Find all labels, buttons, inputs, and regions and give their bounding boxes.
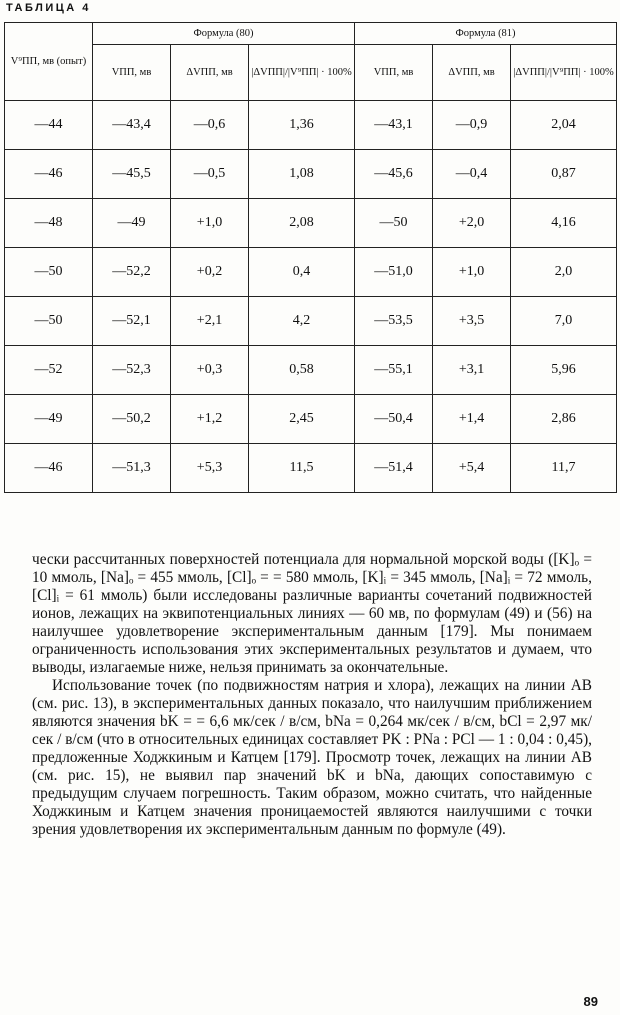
- table-cell: +1,0: [433, 248, 511, 297]
- header-experiment: V⁹ПП, мв (опыт): [5, 23, 93, 101]
- table-cell: +3,1: [433, 346, 511, 395]
- table-cell: —52,1: [93, 297, 171, 346]
- table-cell: —50: [5, 248, 93, 297]
- table-cell: —0,5: [171, 150, 249, 199]
- table-cell: —46: [5, 444, 93, 493]
- table-cell: —48: [5, 199, 93, 248]
- table-cell: 11,7: [511, 444, 617, 493]
- table-row: [5, 150, 617, 199]
- table-cell: 2,04: [511, 101, 617, 150]
- paragraph-2: Использование точек (по подвижностям натрия и хлора), лежащих на линии AB (см. рис. 13), в экспериментальных данных показало, что наилучшим приближением являются значения bK = = 6,6 мк/сек / в/см, bNa = 0,264 мк/сек / в/см, bCl = 2,97 мк/сек / в/см (что в относительных единицах составляет PK : PNa : PCl — 1 : 0,04 : 0,45), предложенные Ходжкиным и Катцем [179]. Просмотр точек, лежащих на линии AB (см. рис. 15), не выявил пар значений bK и bNa, дающих сопоставимую с предыдущим случаем погрешность. Таким образом, можно считать, что найденные Ходжкиным и Катцем значения проницаемостей являются наилучшими с точки зрения удовлетворения их экспериментальным данным по формуле (49).: [32, 677, 592, 838]
- table-cell: —43,1: [355, 101, 433, 150]
- table-cell: 4,16: [511, 199, 617, 248]
- body-text: [32, 551, 592, 839]
- table-cell: —52,3: [93, 346, 171, 395]
- table-cell: +5,4: [433, 444, 511, 493]
- table-row: [5, 248, 617, 297]
- header-formula-81: Формула (81): [355, 23, 617, 45]
- table-row: [5, 444, 617, 493]
- table-cell: 7,0: [511, 297, 617, 346]
- table-cell: —0,9: [433, 101, 511, 150]
- table-cell: 0,4: [249, 248, 355, 297]
- subheader-delta-v: ΔVПП, мв: [171, 45, 249, 101]
- table-cell: +3,5: [433, 297, 511, 346]
- page-number: 89: [583, 994, 598, 1009]
- table-cell: 11,5: [249, 444, 355, 493]
- table-cell: +5,3: [171, 444, 249, 493]
- table-cell: —45,5: [93, 150, 171, 199]
- table-row: [5, 346, 617, 395]
- table-cell: 2,08: [249, 199, 355, 248]
- table-cell: 1,36: [249, 101, 355, 150]
- table-row: [5, 199, 617, 248]
- table-cell: —49: [5, 395, 93, 444]
- table-cell: —50: [5, 297, 93, 346]
- table-row: [5, 395, 617, 444]
- table-cell: 2,45: [249, 395, 355, 444]
- table-cell: —51,4: [355, 444, 433, 493]
- table-row: [5, 297, 617, 346]
- table-cell: —43,4: [93, 101, 171, 150]
- table-cell: +1,0: [171, 199, 249, 248]
- table-cell: —50,4: [355, 395, 433, 444]
- table-cell: —50,2: [93, 395, 171, 444]
- table-cell: —53,5: [355, 297, 433, 346]
- header-formula-80: Формула (80): [93, 23, 355, 45]
- table-cell: —51,3: [93, 444, 171, 493]
- table-body: [5, 101, 617, 493]
- table-cell: +1,4: [433, 395, 511, 444]
- table-cell: —55,1: [355, 346, 433, 395]
- table-cell: +0,2: [171, 248, 249, 297]
- table-cell: —52: [5, 346, 93, 395]
- subheader-percent: |ΔVПП|/|V⁹ПП| · 100%: [511, 45, 617, 101]
- table-cell: —0,4: [433, 150, 511, 199]
- table-caption: ТАБЛИЦА 4: [6, 2, 91, 14]
- table-cell: 5,96: [511, 346, 617, 395]
- subheader-v: VПП, мв: [355, 45, 433, 101]
- table-row: [5, 101, 617, 150]
- table-cell: 0,87: [511, 150, 617, 199]
- table-cell: —46: [5, 150, 93, 199]
- table-cell: —49: [93, 199, 171, 248]
- table-cell: +2,0: [433, 199, 511, 248]
- subheader-delta-v: ΔVПП, мв: [433, 45, 511, 101]
- table-cell: —45,6: [355, 150, 433, 199]
- table-cell: 1,08: [249, 150, 355, 199]
- subheader-percent: |ΔVПП|/|V⁹ПП| · 100%: [249, 45, 355, 101]
- subheader-v: VПП, мв: [93, 45, 171, 101]
- data-table: [4, 22, 617, 493]
- paragraph-1: чески рассчитанных поверхностей потенциала для нормальной морской воды ([K]ₒ = 10 ммоль, [Na]ₒ = 455 ммоль, [Cl]ₒ = = 580 ммоль, [K]ᵢ = 345 ммоль, [Na]ᵢ = 72 ммоль, [Cl]ᵢ = 61 ммоль) были исследованы различные варианты сочетаний подвижностей ионов, лежащих на эквипотенциальных линиях — 60 мв, по формулам (49) и (56) на наилучшее удовлетворение экспериментальным данным [179]. Мы понимаем ограниченность использования этих экспериментальных результатов и думаем, что выводы, излагаемые ниже, нельзя принимать за окончательные.: [32, 551, 592, 676]
- table-cell: —52,2: [93, 248, 171, 297]
- table-cell: 4,2: [249, 297, 355, 346]
- table-cell: —0,6: [171, 101, 249, 150]
- table-cell: +2,1: [171, 297, 249, 346]
- table-cell: 2,86: [511, 395, 617, 444]
- table-cell: —44: [5, 101, 93, 150]
- table-cell: —51,0: [355, 248, 433, 297]
- table-cell: —50: [355, 199, 433, 248]
- table-cell: 0,58: [249, 346, 355, 395]
- table-cell: 2,0: [511, 248, 617, 297]
- table-cell: +1,2: [171, 395, 249, 444]
- table-cell: +0,3: [171, 346, 249, 395]
